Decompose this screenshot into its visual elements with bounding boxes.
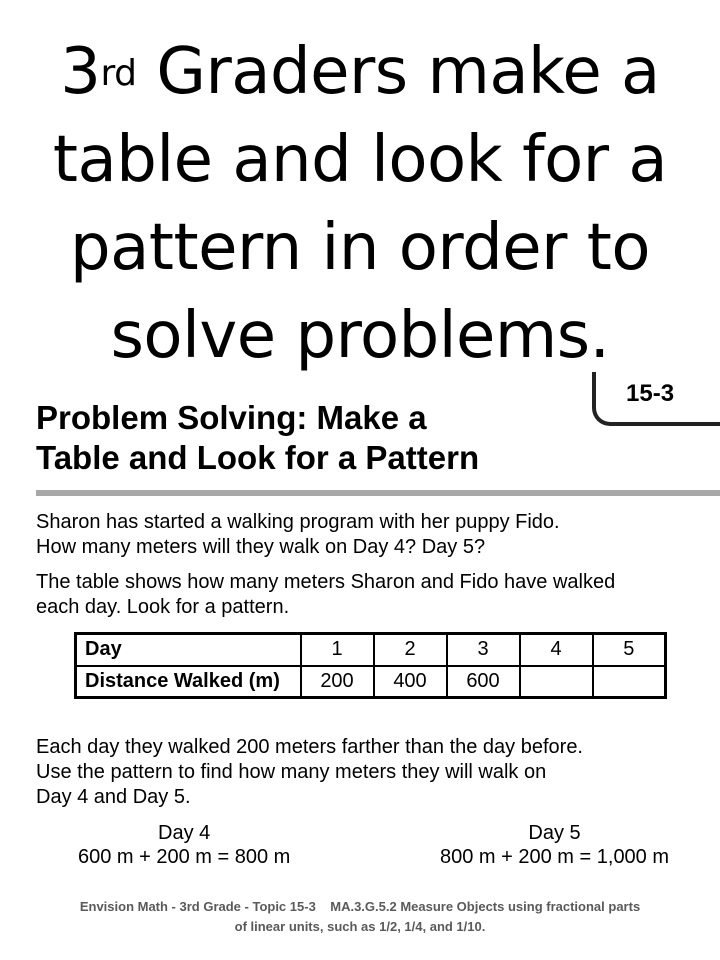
table-row <box>76 634 666 666</box>
pattern-explanation: Each day they walked 200 meters farther than the day before. Use the pattern to find how many meters they will walk on Day 4 and Day 5. <box>36 736 583 808</box>
day4-label: Day 4 <box>158 822 211 844</box>
distance-table <box>74 632 667 699</box>
table-cell-empty <box>593 666 666 698</box>
title-line-2: table and look for a <box>52 123 668 197</box>
lesson-number: 15-3 <box>626 380 675 407</box>
slide-title <box>0 28 720 380</box>
row-header-day: Day <box>76 634 301 666</box>
table-cell: 1 <box>301 634 374 666</box>
table-intro: The table shows how many meters Sharon and Fido have walked each day. Look for a pattern. <box>36 571 616 618</box>
table-cell: 200 <box>301 666 374 698</box>
day5-calculation <box>440 821 669 869</box>
title-line-4: solve problems. <box>110 299 610 373</box>
day5-equation: 800 m + 200 m = 1,000 m <box>440 846 670 868</box>
footer-caption: Envision Math - 3rd Grade - Topic 15-3 MA.3.G.5.2 Measure Objects using fractional parts of linear units, such as 1/2, 1/4, and 1/10. <box>79 899 641 934</box>
table-cell: 400 <box>374 666 447 698</box>
title-line-1: 3rd Graders make a <box>60 35 660 109</box>
table-cell: 5 <box>593 634 666 666</box>
heading-divider <box>36 490 720 496</box>
ordinal-superscript: rd <box>100 53 137 94</box>
title-line-3: pattern in order to <box>70 211 650 285</box>
day4-calculation <box>78 821 290 869</box>
day5-label: Day 5 <box>528 822 581 844</box>
problem-statement: Sharon has started a walking program with her puppy Fido. How many meters will they walk on Day 4? Day 5? <box>36 511 560 558</box>
section-heading: Problem Solving: Make a Table and Look for a Pattern <box>36 399 480 476</box>
table-cell: 2 <box>374 634 447 666</box>
table-cell-empty <box>520 666 593 698</box>
day4-equation: 600 m + 200 m = 800 m <box>78 846 291 868</box>
table-cell: 600 <box>447 666 520 698</box>
row-header-distance: Distance Walked (m) <box>76 666 301 698</box>
table-cell: 3 <box>447 634 520 666</box>
table-row <box>76 666 666 698</box>
table-cell: 4 <box>520 634 593 666</box>
